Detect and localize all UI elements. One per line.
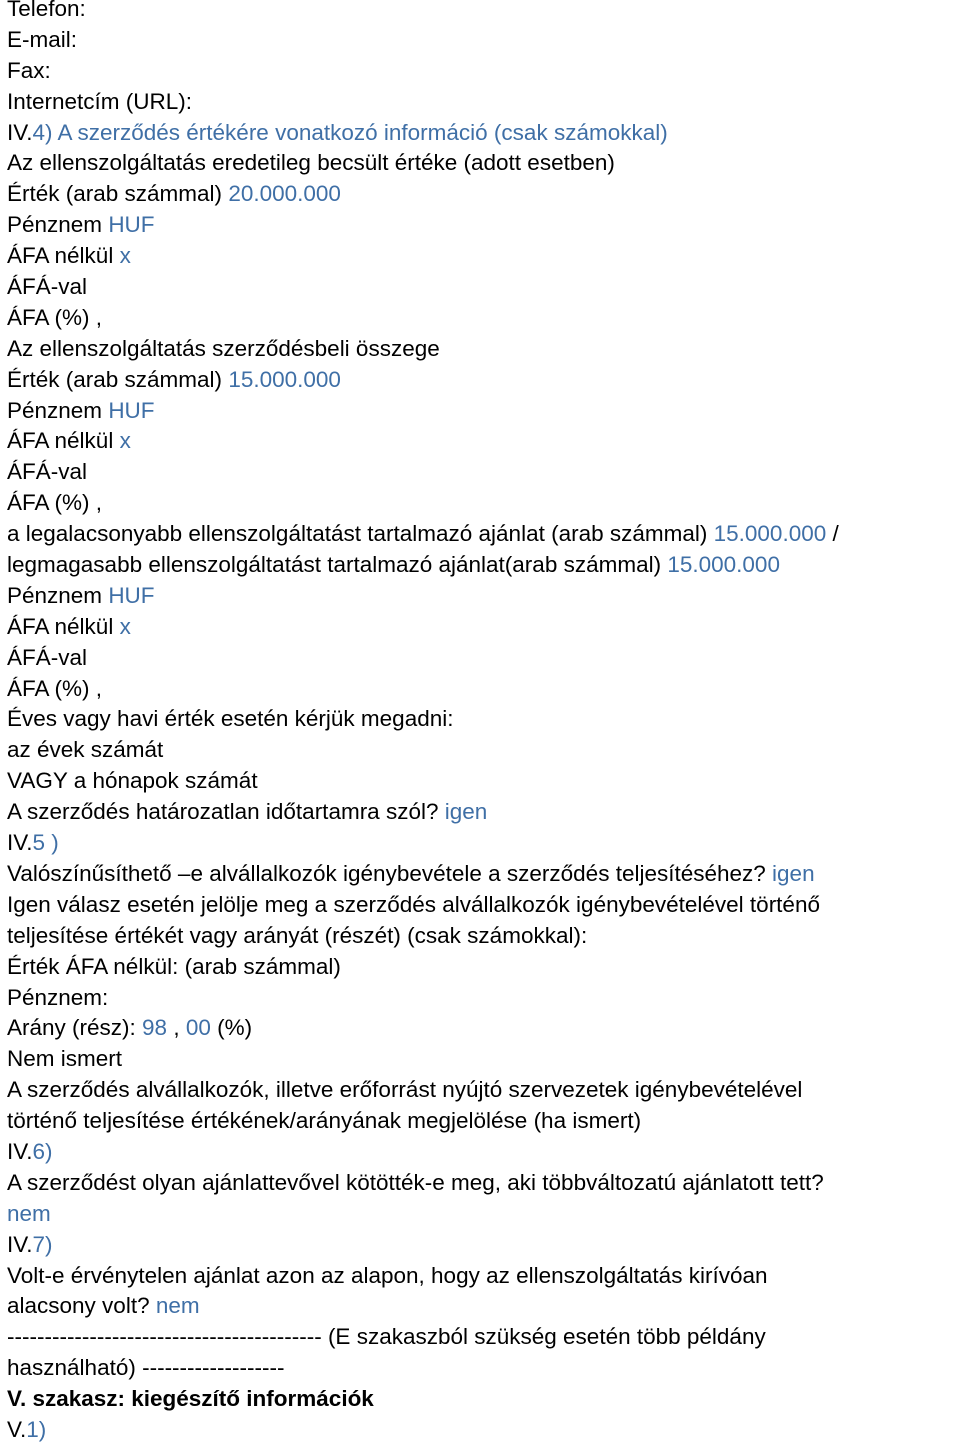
field-value: 00 [185,1015,211,1041]
field-value: 15.000.000 [713,521,827,547]
section-number: 4) A szerződés értékére vonatkozó információ (csak számokkal) [32,119,668,145]
section-prefix: IV. [7,1231,33,1257]
line-label: Internetcím (URL): [7,88,193,114]
text-line [7,1353,960,1384]
line-label: VAGY a hónapok számát [7,768,258,794]
line-label: Valószínűsíthető –e alvállalkozók igénybevétele a szerződés teljesítéséhez? [7,860,773,886]
field-value: igen [772,860,815,886]
text-line [7,334,960,365]
line-label: ÁFA (%) , [7,490,103,516]
field-value: 98 [142,1015,168,1041]
section-prefix: V. [7,1416,27,1442]
text-line [7,674,960,705]
field-value: nem [7,1200,51,1226]
field-value: 15.000.000 [667,552,780,578]
line-label: legmagasabb ellenszolgáltatást tartalmazó ajánlat(arab számmal) [7,552,668,578]
text-line [7,735,960,766]
text-line [7,56,960,87]
field-value: HUF [108,397,155,423]
line-label: alacsony volt? [7,1293,156,1319]
line-label: a legalacsonyabb ellenszolgáltatást tartalmazó ajánlat (arab számmal) [7,521,714,547]
text-line [7,488,960,519]
field-value: x [119,243,131,269]
text-line [7,1322,960,1353]
text-line [7,1384,960,1415]
section-number: 5 ) [32,830,59,856]
line-label: Érték ÁFA nélkül: (arab számmal) [7,953,341,979]
field-value: 15.000.000 [228,366,341,392]
text-line [7,1291,960,1322]
text-line [7,272,960,303]
line-label: V. szakasz: kiegészítő információk [7,1386,374,1412]
text-line [7,890,960,921]
line-label: ÁFA nélkül [7,613,120,639]
line-label: Pénznem: [7,984,109,1010]
line-label: ÁFÁ-val [7,459,88,485]
text-line [7,1199,960,1230]
line-label: Igen válasz esetén jelölje meg a szerződés alvállalkozók igénybevételével történő [7,891,820,917]
line-label: ÁFÁ-val [7,644,88,670]
line-label: ------------------------------------------ (E szakaszból szükség esetén több példány [7,1324,766,1350]
line-label: történő teljesítése értékének/arányának megjelölése (ha ismert) [7,1108,642,1134]
text-line [7,519,960,550]
section-number: 6) [32,1138,53,1164]
text-line [7,859,960,890]
line-label: Érték (arab számmal) [7,366,229,392]
text-line [7,797,960,828]
line-label: Volt-e érvénytelen ajánlat azon az alapon, hogy az ellenszolgáltatás kirívóan [7,1262,768,1288]
text-line [7,612,960,643]
text-line [7,118,960,149]
line-label: Telefon: [7,0,86,21]
text-line [7,179,960,210]
line-label: Éves vagy havi érték esetén kérjük megadni: [7,706,454,732]
text-line [7,952,960,983]
field-value: 20.000.000 [228,181,341,207]
field-value: nem [155,1293,200,1319]
line-label: teljesítése értékét vagy arányát (részét) (csak számokkal): [7,922,588,948]
line-label: az évek számát [7,737,164,763]
text-line [7,1106,960,1137]
line-label: Nem ismert [7,1046,123,1072]
line-label: Pénznem [7,397,109,423]
line-label: ÁFA nélkül [7,243,120,269]
line-suffix: (%) [210,1015,253,1041]
text-line [7,396,960,427]
line-label: ÁFÁ-val [7,274,88,300]
section-prefix: IV. [7,119,33,145]
text-line [7,828,960,859]
line-label: A szerződés alvállalkozók, illetve erőforrást nyújtó szervezetek igénybevételével [7,1077,803,1103]
text-line [7,1044,960,1075]
line-label: Arány (rész): [7,1015,143,1041]
line-label: A szerződés határozatlan időtartamra szól? [7,799,445,825]
text-line [7,643,960,674]
text-line [7,1075,960,1106]
field-value: x [119,428,131,454]
line-label: használható) ------------------- [7,1355,285,1381]
section-number: 1) [26,1416,47,1442]
text-line [7,210,960,241]
text-line [7,0,960,25]
line-label: E-mail: [7,26,78,52]
text-line [7,550,960,581]
text-line [7,581,960,612]
text-line [7,25,960,56]
text-line [7,766,960,797]
field-value: HUF [108,582,155,608]
line-label: Az ellenszolgáltatás eredetileg becsült értéke (adott esetben) [7,150,615,176]
text-line [7,921,960,952]
line-label: ÁFA (%) , [7,304,103,330]
text-line [7,148,960,179]
line-label: A szerződést olyan ajánlattevővel kötötték-e meg, aki többváltozatú ajánlatott tett? [7,1169,824,1195]
line-label: ÁFA (%) , [7,675,103,701]
text-line [7,1168,960,1199]
text-line [7,426,960,457]
text-line [7,1013,960,1044]
line-label: Érték (arab számmal) [7,181,229,207]
text-line [7,1137,960,1168]
text-line [7,983,960,1014]
field-value: x [119,613,131,639]
text-line [7,303,960,334]
section-prefix: IV. [7,830,33,856]
field-value: HUF [108,212,155,238]
text-line [7,1261,960,1292]
field-value: igen [444,799,488,825]
line-suffix: , [167,1015,186,1041]
line-label: ÁFA nélkül [7,428,120,454]
text-line [7,241,960,272]
line-suffix: / [826,521,839,547]
line-label: Fax: [7,57,51,83]
text-line [7,1230,960,1261]
text-line [7,704,960,735]
section-prefix: IV. [7,1138,33,1164]
text-line [7,1415,960,1446]
line-label: Pénznem [7,212,109,238]
line-label: Az ellenszolgáltatás szerződésbeli összege [7,335,440,361]
text-line [7,87,960,118]
line-label: Pénznem [7,582,109,608]
section-number: 7) [32,1231,53,1257]
text-line [7,457,960,488]
text-line [7,365,960,396]
